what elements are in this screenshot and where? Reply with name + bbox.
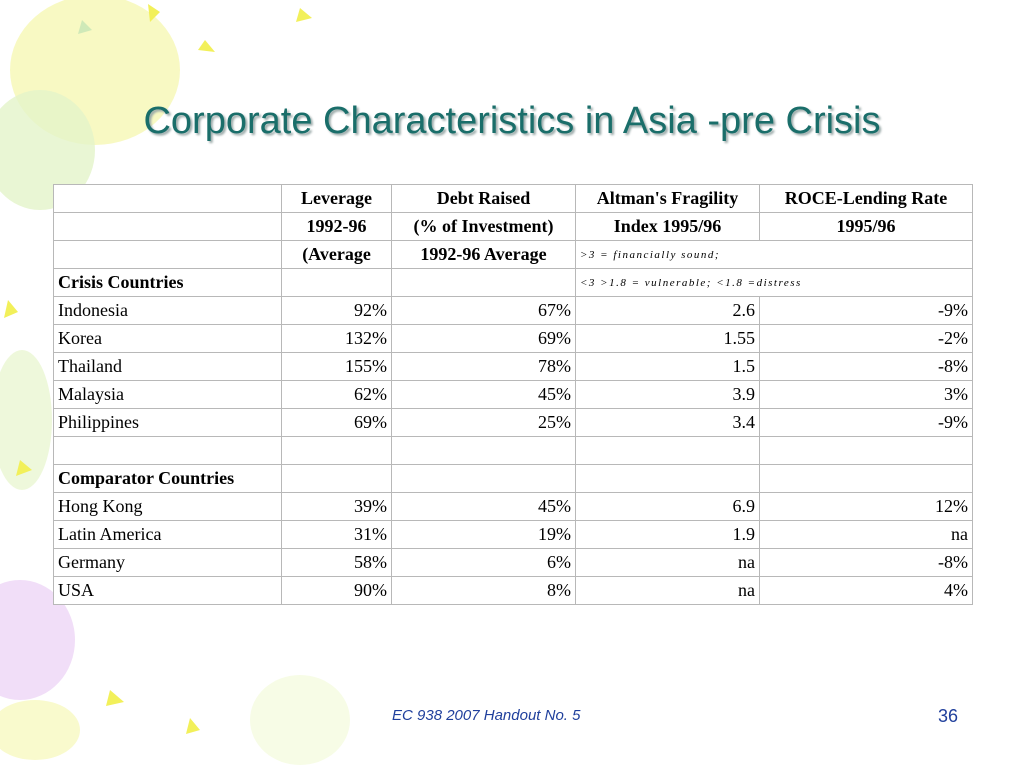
section-row bbox=[54, 269, 973, 297]
value-cell: 155% bbox=[282, 353, 392, 381]
altman-scale-note: >3 = financially sound; bbox=[576, 241, 973, 269]
corporate-characteristics-table bbox=[53, 184, 973, 605]
empty-cell bbox=[392, 437, 576, 465]
empty-cell bbox=[282, 269, 392, 297]
header-cell: 1992-96 bbox=[282, 213, 392, 241]
section-label-comparator: Comparator Countries bbox=[54, 465, 282, 493]
altman-scale-note: <3 >1.8 = vulnerable; <1.8 =distress bbox=[576, 269, 973, 297]
empty-cell bbox=[392, 465, 576, 493]
value-cell: 6% bbox=[392, 549, 576, 577]
header-cell: 1992-96 Average bbox=[392, 241, 576, 269]
value-cell: 31% bbox=[282, 521, 392, 549]
value-cell: 69% bbox=[392, 325, 576, 353]
slide-footer: EC 938 2007 Handout No. 5 bbox=[392, 707, 581, 724]
value-cell: -2% bbox=[760, 325, 973, 353]
table-row bbox=[54, 381, 973, 409]
empty-cell bbox=[576, 437, 760, 465]
header-cell-altman: Altman's Fragility bbox=[576, 185, 760, 213]
page-number: 36 bbox=[938, 706, 959, 726]
header-cell bbox=[54, 213, 282, 241]
value-cell: 3% bbox=[760, 381, 973, 409]
value-cell: 12% bbox=[760, 493, 973, 521]
table-row bbox=[54, 493, 973, 521]
section-label-crisis: Crisis Countries bbox=[54, 269, 282, 297]
table-row bbox=[54, 549, 973, 577]
header-row bbox=[54, 213, 973, 241]
country-cell: Thailand bbox=[54, 353, 282, 381]
value-cell: 1.9 bbox=[576, 521, 760, 549]
value-cell: 132% bbox=[282, 325, 392, 353]
country-cell: Indonesia bbox=[54, 297, 282, 325]
value-cell: -9% bbox=[760, 409, 973, 437]
value-cell: 45% bbox=[392, 493, 576, 521]
empty-cell bbox=[282, 437, 392, 465]
table-row bbox=[54, 521, 973, 549]
value-cell: 6.9 bbox=[576, 493, 760, 521]
empty-cell bbox=[392, 269, 576, 297]
value-cell: 4% bbox=[760, 577, 973, 605]
header-cell-leverage: Leverage bbox=[282, 185, 392, 213]
country-cell: Hong Kong bbox=[54, 493, 282, 521]
value-cell: 45% bbox=[392, 381, 576, 409]
empty-cell bbox=[760, 437, 973, 465]
value-cell: 62% bbox=[282, 381, 392, 409]
value-cell: 8% bbox=[392, 577, 576, 605]
header-cell-roce: ROCE-Lending Rate bbox=[760, 185, 973, 213]
header-cell: Index 1995/96 bbox=[576, 213, 760, 241]
section-row bbox=[54, 465, 973, 493]
crisis-rows bbox=[54, 297, 973, 437]
value-cell: -8% bbox=[760, 549, 973, 577]
slide-title: Corporate Characteristics in Asia -pre Crisis bbox=[143, 100, 881, 142]
empty-cell bbox=[760, 465, 973, 493]
value-cell: 69% bbox=[282, 409, 392, 437]
table-row bbox=[54, 353, 973, 381]
country-cell: USA bbox=[54, 577, 282, 605]
value-cell: 39% bbox=[282, 493, 392, 521]
empty-cell bbox=[282, 465, 392, 493]
empty-cell bbox=[576, 465, 760, 493]
country-cell: Korea bbox=[54, 325, 282, 353]
header-cell: (Average bbox=[282, 241, 392, 269]
country-cell: Malaysia bbox=[54, 381, 282, 409]
comparator-rows bbox=[54, 493, 973, 605]
value-cell: 78% bbox=[392, 353, 576, 381]
value-cell: 58% bbox=[282, 549, 392, 577]
value-cell: na bbox=[576, 549, 760, 577]
country-cell: Latin America bbox=[54, 521, 282, 549]
value-cell: 67% bbox=[392, 297, 576, 325]
header-cell: (% of Investment) bbox=[392, 213, 576, 241]
header-row bbox=[54, 241, 973, 269]
value-cell: 92% bbox=[282, 297, 392, 325]
value-cell: 1.55 bbox=[576, 325, 760, 353]
value-cell: -8% bbox=[760, 353, 973, 381]
spacer-row bbox=[54, 437, 973, 465]
header-cell bbox=[54, 241, 282, 269]
header-cell: 1995/96 bbox=[760, 213, 973, 241]
country-cell: Germany bbox=[54, 549, 282, 577]
table-row bbox=[54, 325, 973, 353]
value-cell: 90% bbox=[282, 577, 392, 605]
value-cell: 25% bbox=[392, 409, 576, 437]
value-cell: 2.6 bbox=[576, 297, 760, 325]
table-row bbox=[54, 297, 973, 325]
value-cell: 3.9 bbox=[576, 381, 760, 409]
value-cell: 3.4 bbox=[576, 409, 760, 437]
value-cell: 19% bbox=[392, 521, 576, 549]
value-cell: na bbox=[760, 521, 973, 549]
empty-cell bbox=[54, 437, 282, 465]
country-cell: Philippines bbox=[54, 409, 282, 437]
table-row bbox=[54, 409, 973, 437]
table-row bbox=[54, 577, 973, 605]
value-cell: na bbox=[576, 577, 760, 605]
header-cell bbox=[54, 185, 282, 213]
header-row bbox=[54, 185, 973, 213]
header-cell-debt-raised: Debt Raised bbox=[392, 185, 576, 213]
value-cell: -9% bbox=[760, 297, 973, 325]
value-cell: 1.5 bbox=[576, 353, 760, 381]
